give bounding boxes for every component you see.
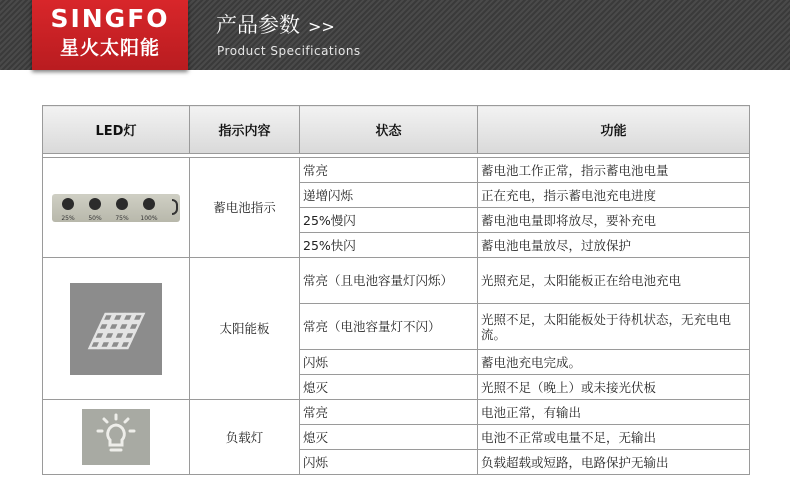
header-function: 功能	[478, 106, 750, 154]
state-cell: 常亮	[300, 400, 478, 425]
function-cell: 正在充电，指示蓄电池充电进度	[478, 183, 750, 208]
logo-text-en: SINGFO	[50, 4, 170, 33]
state-cell: 常亮（电池容量灯不闪）	[300, 304, 478, 350]
spec-table	[42, 105, 750, 475]
led-label: 75%	[115, 214, 129, 222]
function-cell: 电池正常，有输出	[478, 400, 750, 425]
header-indicator: 指示内容	[190, 106, 300, 154]
function-cell: 光照不足，太阳能板处于待机状态，无充电电流。	[478, 304, 750, 350]
table-row	[43, 400, 750, 425]
function-cell: 光照不足（晚上）或未接光伏板	[478, 375, 750, 400]
state-cell: 25%慢闪	[300, 208, 478, 233]
state-cell: 闪烁	[300, 350, 478, 375]
section-subtitle: Product Specifications	[217, 44, 361, 58]
state-cell: 常亮（且电池容量灯闪烁）	[300, 258, 478, 304]
table-row	[43, 258, 750, 304]
led-label: 100%	[140, 214, 158, 222]
led-dot-icon	[62, 198, 74, 210]
state-cell: 闪烁	[300, 450, 478, 475]
battery-led-cell	[43, 158, 190, 258]
header-state: 状态	[300, 106, 478, 154]
function-cell: 蓄电池电量放尽，过放保护	[478, 233, 750, 258]
led-dot-icon	[143, 198, 155, 210]
battery-cap-icon	[172, 199, 178, 215]
function-cell: 蓄电池电量即将放尽，要补充电	[478, 208, 750, 233]
table-header-row	[43, 106, 750, 154]
section-title	[216, 12, 335, 40]
function-cell: 负载超载或短路，电路保护无输出	[478, 450, 750, 475]
state-cell: 25%快闪	[300, 233, 478, 258]
brand-logo	[32, 0, 188, 70]
battery-led-icon	[52, 194, 180, 222]
state-cell: 递增闪烁	[300, 183, 478, 208]
state-cell: 常亮	[300, 158, 478, 183]
load-led-cell	[43, 400, 190, 475]
header-led: LED灯	[43, 106, 190, 154]
led-label: 50%	[88, 214, 102, 222]
section-title-text: 产品参数	[216, 13, 300, 37]
state-cell: 熄灭	[300, 375, 478, 400]
led-label: 25%	[61, 214, 75, 222]
solar-panel-icon	[70, 283, 162, 375]
light-bulb-icon	[82, 409, 150, 465]
function-cell: 蓄电池充电完成。	[478, 350, 750, 375]
indicator-cell: 太阳能板	[190, 258, 300, 400]
indicator-cell: 负载灯	[190, 400, 300, 475]
header-banner	[0, 0, 790, 70]
double-chevron-icon: >>	[308, 17, 335, 36]
function-cell: 电池不正常或电量不足，无输出	[478, 425, 750, 450]
led-dot-icon	[89, 198, 101, 210]
state-cell: 熄灭	[300, 425, 478, 450]
table-row	[43, 158, 750, 183]
logo-text-cn: 星火太阳能	[59, 37, 160, 59]
indicator-cell: 蓄电池指示	[190, 158, 300, 258]
function-cell: 光照充足，太阳能板正在给电池充电	[478, 258, 750, 304]
function-cell: 蓄电池工作正常，指示蓄电池电量	[478, 158, 750, 183]
led-dot-icon	[116, 198, 128, 210]
solar-led-cell	[43, 258, 190, 400]
